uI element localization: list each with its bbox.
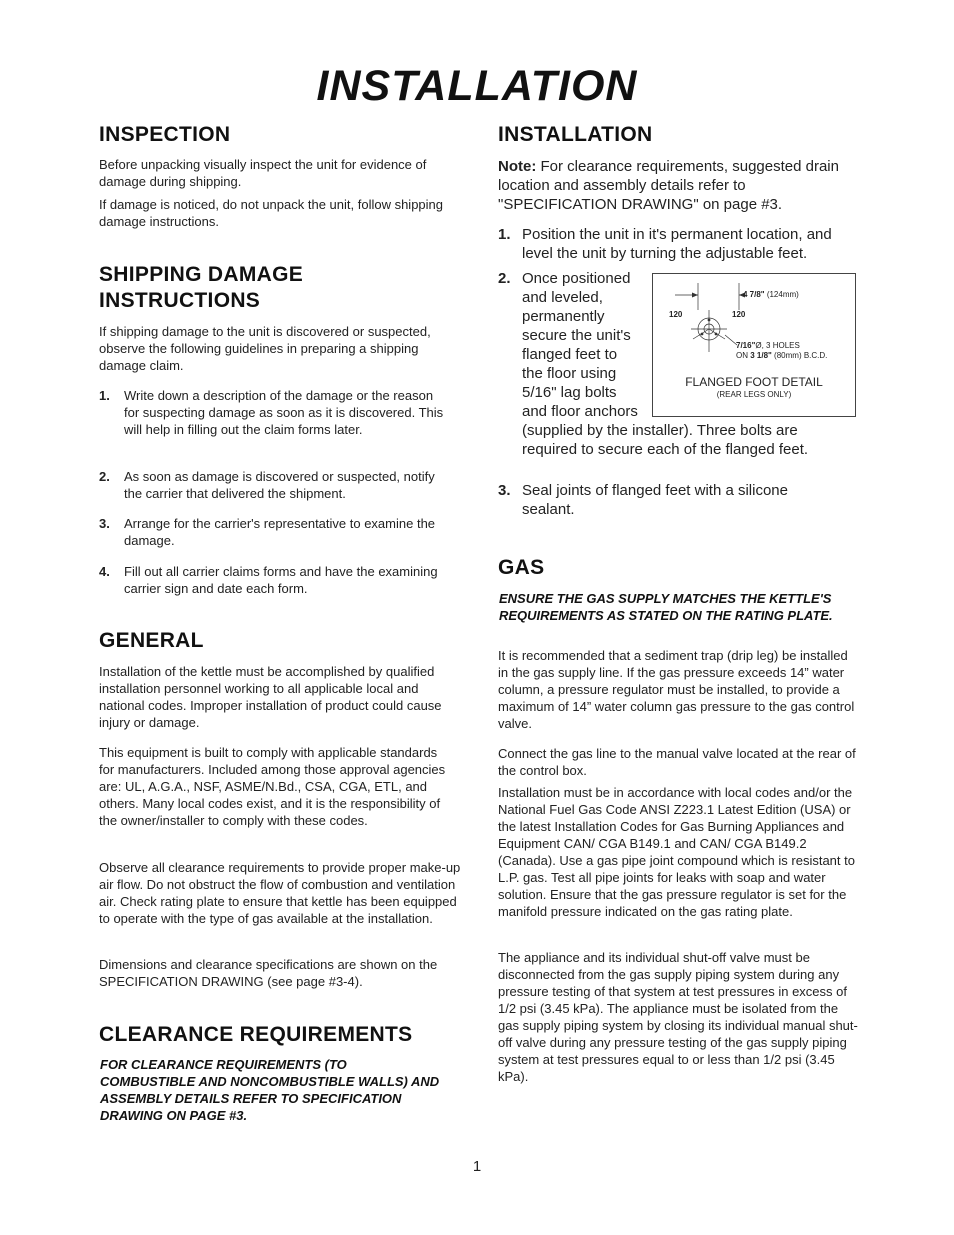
gas-paragraph-4: The appliance and its individual shut-off valve must be disconnected from the gas supply piping system during any pressure testing of that system at test pressures in excess of 1/2 psi (3.45 kPa). The appliance must be isolated from the gas supply piping system by closing its individual manual shut-off valve during any pressure testing of the gas supply piping system at test pressures equal to or less than 1/2 psi (3.45 kPa). <box>498 950 858 1084</box>
bcd-prefix: ON <box>736 351 751 360</box>
item-number: 2. <box>99 469 110 484</box>
step-number: 1. <box>498 226 511 243</box>
step-text: Seal joints of flanged feet with a silicone sealant. <box>522 482 788 518</box>
shipping-item <box>99 387 444 438</box>
gas-paragraph-2: Connect the gas line to the manual valve located at the rear of the control box. <box>498 746 856 778</box>
shipping-intro: If shipping damage to the unit is discovered or suspected, observe the following guidelines in preparing a shipping damage claim. <box>99 324 431 373</box>
installation-step-3 <box>498 481 843 519</box>
item-text: Write down a description of the damage or the reason for suspecting damage as soon as it is discovered. This will help in filling out the claim forms later. <box>124 388 444 437</box>
installation-step-1 <box>498 225 843 263</box>
holes-label <box>736 341 800 351</box>
bcd-value: 3 1/8" <box>750 351 772 360</box>
dimension-label <box>743 290 799 300</box>
item-text: As soon as damage is discovered or suspected, notify the carrier that delivered the shipment. <box>124 469 435 501</box>
bcd-suffix: (80mm) B.C.D. <box>771 351 828 360</box>
item-text: Fill out all carrier claims forms and have the examining carrier sign and date each form. <box>124 564 438 596</box>
inspection-paragraph-2: If damage is noticed, do not unpack the unit, follow shipping damage instructions. <box>99 197 443 229</box>
general-heading: GENERAL <box>99 629 204 652</box>
general-paragraph-3: Observe all clearance requirements to provide proper make-up air flow. Do not obstruct the flow of combustion and ventilation air. Check rating plate to ensure that kettle has been equipped to operate with the type of gas available at the installation. <box>99 860 461 926</box>
figure-caption: FLANGED FOOT DETAIL <box>685 375 823 389</box>
flanged-foot-detail-figure <box>652 273 856 417</box>
step-text-wrapped: Once positioned and leveled, permanently secure the unit's flanged feet to the floor using 5/16" lag bolts and floor anchors <box>522 270 638 420</box>
inspection-heading: INSPECTION <box>99 123 231 146</box>
dimension-metric: (124mm) <box>764 290 799 299</box>
item-number: 3. <box>99 516 110 531</box>
step-number: 2. <box>498 270 511 287</box>
gas-paragraph-3: Installation must be in accordance with local codes and/or the National Fuel Gas Code ANSI Z223.1 Latest Edition (USA) or the latest Installation Codes for Gas Burning Appliances and Equipment CAN/ CGA B149.1 and CAN/ CGA B149.2 (Canada). Use a gas pipe joint compound which is resistant to L.P. gas. Test all pipe joints for leaks with soap and water solution. Ensure that the gas pressure regulator is set for the manifold pressure indicated on the gas rating plate. <box>498 785 855 919</box>
note-text: For clearance requirements, suggested drain location and assembly details refer to "SPECIFICATION DRAWING" on page #3. <box>498 158 839 213</box>
item-number: 1. <box>99 388 110 403</box>
shipping-item <box>99 563 444 597</box>
page-number: 1 <box>472 1158 482 1175</box>
hole-size: 7/16" <box>736 341 756 350</box>
hole-count: Ø, 3 HOLES <box>755 341 800 350</box>
angle-label-left: 120 <box>669 310 683 319</box>
dimension-value: 4 7/8" <box>743 290 765 299</box>
bcd-label <box>736 351 827 361</box>
page-title: INSTALLATION <box>316 62 638 110</box>
clearance-note: FOR CLEARANCE REQUIREMENTS (TO COMBUSTIBLE AND NONCOMBUSTIBLE WALLS) AND ASSEMBLY DETAILS REFER TO SPECIFICATION DRAWING ON PAGE #3. <box>100 1057 440 1123</box>
angle-label-right: 120 <box>732 310 746 319</box>
gas-warning: ENSURE THE GAS SUPPLY MATCHES THE KETTLE'S REQUIREMENTS AS STATED ON THE RATING PLATE. <box>499 591 833 623</box>
shipping-damage-heading <box>99 262 303 314</box>
item-text: Arrange for the carrier's representative to examine the damage. <box>124 516 436 548</box>
item-number: 4. <box>99 564 110 579</box>
clearance-heading: CLEARANCE REQUIREMENTS <box>99 1023 413 1046</box>
figure-subcaption: (REAR LEGS ONLY) <box>716 390 792 399</box>
general-paragraph-2: This equipment is built to comply with applicable standards for manufacturers. Included among those approval agencies are: UL, A.G.A., NSF, ASME/N.Bd., CSA, CGA, ETL, and others. Many local codes exist, and it is the responsibility of the owner/installer to comply with these codes. <box>99 745 446 828</box>
general-paragraph-4: Dimensions and clearance specifications are shown on the SPECIFICATION DRAWING (see page #3-4). <box>99 957 438 989</box>
step-text: Position the unit in it's permanent location, and level the unit by turning the adjustable feet. <box>522 226 832 262</box>
shipping-heading-line-2: INSTRUCTIONS <box>99 289 261 312</box>
general-paragraph-1: Installation of the kettle must be accomplished by qualified installation personnel working to all applicable local and national codes. Improper installation of product could cause injury or damage. <box>99 664 442 730</box>
shipping-item <box>99 515 444 549</box>
step-number: 3. <box>498 482 511 499</box>
installation-note <box>498 157 843 214</box>
gas-paragraph-1: It is recommended that a sediment trap (drip leg) be installed in the gas supply line. If the gas pressure exceeds 14” water column, a pressure regulator must be installed, to provide a maximum of 14” water column gas pressure to the gas control valve. <box>498 648 855 731</box>
gas-heading: GAS <box>498 556 545 579</box>
inspection-paragraph-1: Before unpacking visually inspect the unit for evidence of damage during shipping. <box>99 157 427 189</box>
note-label: Note: <box>498 158 537 175</box>
shipping-item <box>99 468 444 502</box>
installation-heading: INSTALLATION <box>498 123 653 146</box>
shipping-heading-line-1: SHIPPING DAMAGE <box>99 263 304 286</box>
step-text-continued: (supplied by the installer). Three bolts are required to secure each of the flanged feet. <box>522 422 809 458</box>
